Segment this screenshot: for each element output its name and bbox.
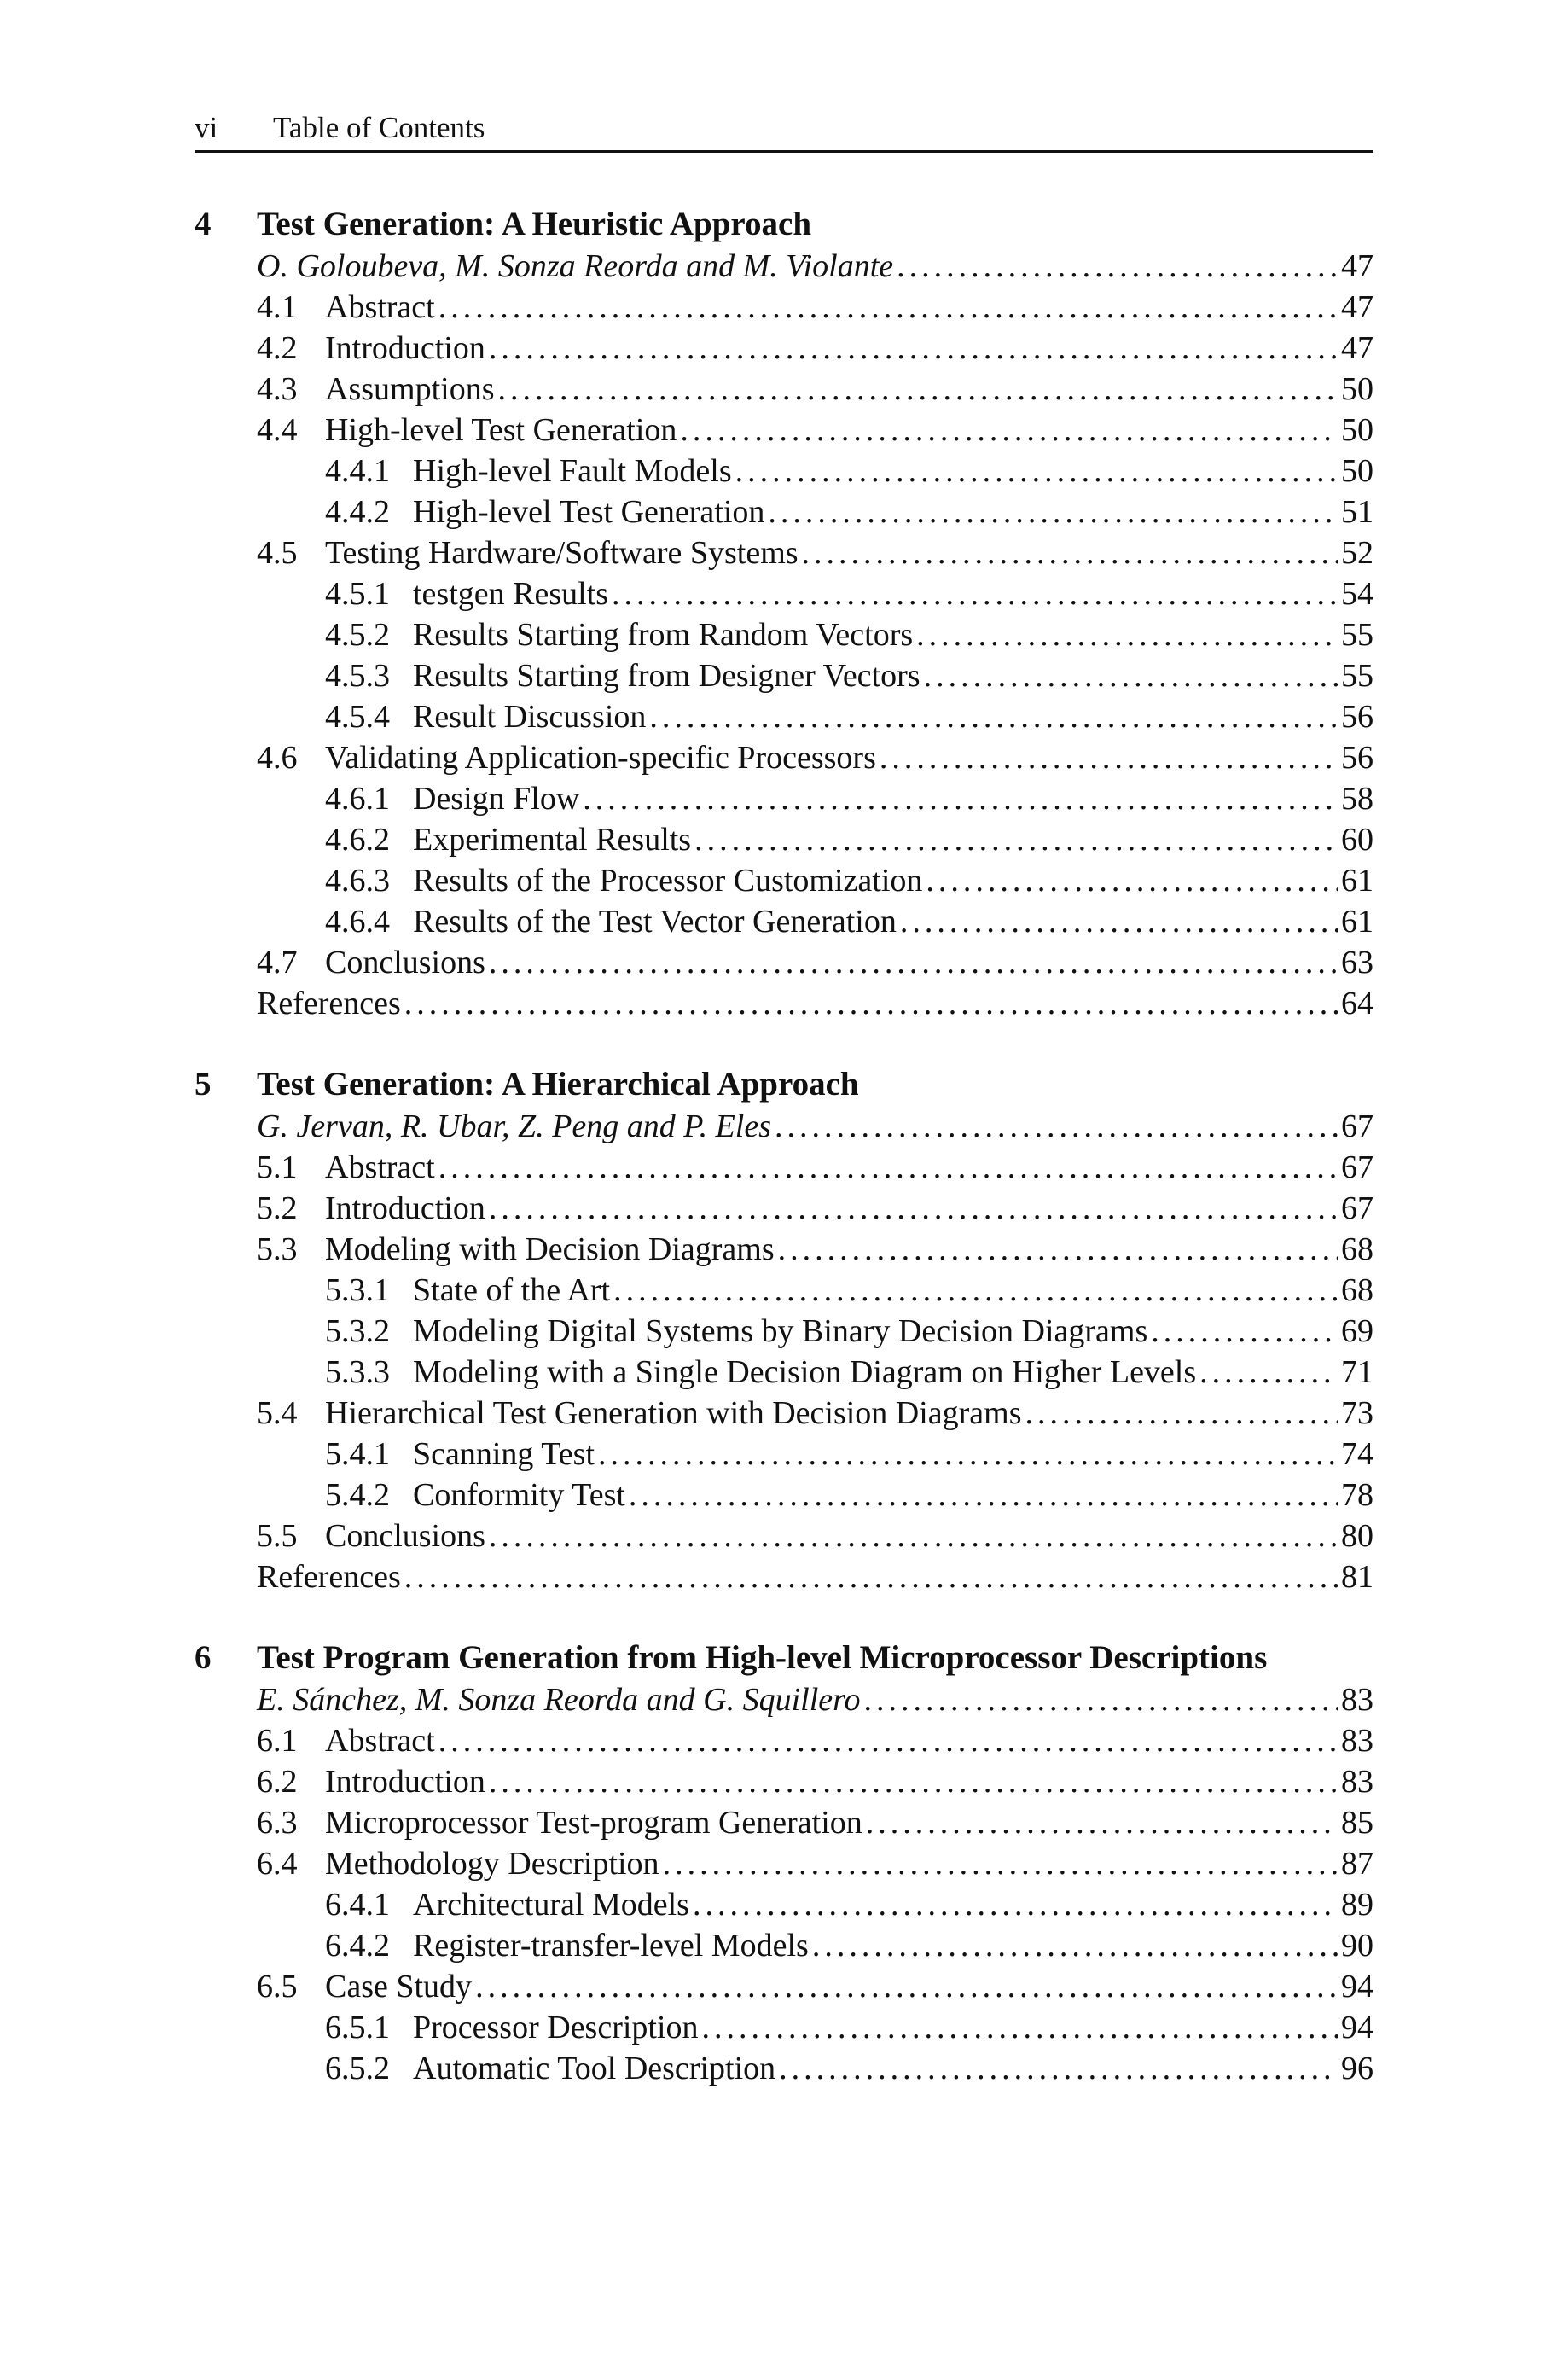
leader-dots <box>779 2048 1338 2089</box>
toc-entry[interactable] <box>195 410 1373 451</box>
section-number: 4.4.1 <box>325 453 390 489</box>
toc-entry[interactable] <box>195 1925 1373 1966</box>
toc-entry[interactable] <box>195 1802 1373 1843</box>
page-ref: 87 <box>1338 1843 1373 1884</box>
leader-dots <box>629 1475 1338 1516</box>
section-title: Results Starting from Designer Vectors <box>413 655 924 696</box>
page-ref: 63 <box>1338 942 1373 983</box>
page-ref: 81 <box>1338 1556 1373 1597</box>
toc-entry[interactable] <box>195 2007 1373 2048</box>
chapter-authors[interactable] <box>195 246 1373 287</box>
leader-dots <box>866 1802 1338 1843</box>
chapter-heading <box>195 1065 1373 1106</box>
page-ref: 50 <box>1338 410 1373 451</box>
section-number: 6.4 <box>257 1846 298 1882</box>
section-title: Testing Hardware/Software Systems <box>325 532 802 573</box>
page-ref: 61 <box>1338 901 1373 942</box>
page-ref: 56 <box>1338 737 1373 778</box>
chapter-number: 6 <box>195 1639 212 1676</box>
section-number: 4.6 <box>257 740 298 776</box>
section-title: Assumptions <box>325 369 497 410</box>
section-title: Methodology Description <box>325 1843 663 1884</box>
page-ref: 89 <box>1338 1884 1373 1925</box>
leader-dots <box>897 246 1338 287</box>
leader-dots <box>702 2007 1338 2048</box>
page-ref: 71 <box>1338 1352 1373 1393</box>
leader-dots <box>475 1966 1338 2007</box>
section-number: 6.2 <box>257 1764 298 1800</box>
section-number: 6.5 <box>257 1969 298 2004</box>
section-number: 5.3.2 <box>325 1313 390 1349</box>
section-number: 5.4 <box>257 1395 298 1431</box>
page-ref: 54 <box>1338 573 1373 614</box>
leader-dots <box>778 1229 1338 1270</box>
toc-entry[interactable] <box>195 287 1373 328</box>
chapter-title: Test Generation: A Hierarchical Approach <box>257 1066 859 1103</box>
section-title: Automatic Tool Description <box>413 2048 779 2089</box>
toc-entry[interactable] <box>195 2048 1373 2089</box>
page-ref: 47 <box>1338 287 1373 328</box>
leader-dots <box>926 860 1338 901</box>
leader-dots <box>735 451 1338 492</box>
toc-entry[interactable] <box>195 614 1373 655</box>
toc-entry[interactable] <box>195 860 1373 901</box>
table-of-contents <box>195 205 1373 2130</box>
page-ref: 47 <box>1338 246 1373 287</box>
page-ref: 67 <box>1338 1188 1373 1229</box>
page-ref: 90 <box>1338 1925 1373 1966</box>
leader-dots <box>598 1434 1338 1475</box>
section-title: Design Flow <box>413 778 583 819</box>
toc-entry[interactable] <box>195 1761 1373 1802</box>
section-title: Scanning Test <box>413 1434 598 1475</box>
leader-dots <box>680 410 1338 451</box>
page-ref: 83 <box>1338 1720 1373 1761</box>
page-ref: 68 <box>1338 1270 1373 1311</box>
toc-entry[interactable] <box>195 1884 1373 1925</box>
toc-entry[interactable] <box>195 573 1373 614</box>
page-ref: 69 <box>1338 1311 1373 1352</box>
leader-dots <box>489 942 1338 983</box>
chapter <box>195 205 1373 1024</box>
leader-dots <box>613 1270 1338 1311</box>
leader-dots <box>880 737 1338 778</box>
section-title: Experimental Results <box>413 819 694 860</box>
toc-entry[interactable] <box>195 1270 1373 1311</box>
section-title: Abstract <box>325 287 438 328</box>
chapter-authors[interactable] <box>195 1679 1373 1720</box>
section-number: 5.4.1 <box>325 1436 390 1472</box>
toc-entry[interactable] <box>195 942 1373 983</box>
toc-entry[interactable] <box>195 1188 1373 1229</box>
section-number: 4.6.4 <box>325 904 390 940</box>
leader-dots <box>438 287 1338 328</box>
leader-dots <box>583 778 1338 819</box>
page-ref: 51 <box>1338 492 1373 532</box>
page-ref: 73 <box>1338 1393 1373 1434</box>
section-number: 6.4.1 <box>325 1887 390 1923</box>
page-ref: 50 <box>1338 369 1373 410</box>
section-title: Microprocessor Test-program Generation <box>325 1802 866 1843</box>
section-title: Conformity Test <box>413 1475 629 1516</box>
section-title: Modeling Digital Systems by Binary Decision Diagrams <box>413 1311 1151 1352</box>
toc-entry[interactable] <box>195 1393 1373 1434</box>
leader-dots <box>775 1106 1338 1147</box>
page-ref: 47 <box>1338 328 1373 369</box>
toc-entry[interactable] <box>195 328 1373 369</box>
toc-entry[interactable] <box>195 655 1373 696</box>
section-number: 4.5.3 <box>325 658 390 694</box>
toc-entry[interactable] <box>195 451 1373 492</box>
toc-entry[interactable] <box>195 983 1373 1024</box>
section-number: 6.3 <box>257 1805 298 1841</box>
section-number: 4.6.2 <box>325 822 390 858</box>
section-number: 4.6.1 <box>325 781 390 817</box>
chapter-title: Test Program Generation from High-level Microprocessor Descriptions <box>257 1639 1268 1676</box>
leader-dots <box>438 1147 1338 1188</box>
toc-entry[interactable] <box>195 696 1373 737</box>
leader-dots <box>916 614 1338 655</box>
leader-dots <box>812 1925 1338 1966</box>
page-ref: 67 <box>1338 1106 1373 1147</box>
section-number: 4.5.4 <box>325 699 390 735</box>
page-ref: 83 <box>1338 1761 1373 1802</box>
chapter-number: 5 <box>195 1066 212 1103</box>
section-title: Case Study <box>325 1966 475 2007</box>
toc-entry[interactable] <box>195 1352 1373 1393</box>
chapter-heading <box>195 1638 1373 1679</box>
leader-dots <box>924 655 1338 696</box>
section-number: 5.3.1 <box>325 1272 390 1308</box>
page-number: vi <box>195 111 218 144</box>
leader-dots <box>802 532 1338 573</box>
section-number: 4.6.3 <box>325 863 390 899</box>
leader-dots <box>489 328 1338 369</box>
page-ref: 56 <box>1338 696 1373 737</box>
leader-dots <box>489 1761 1338 1802</box>
authors-text: O. Goloubeva, M. Sonza Reorda and M. Violante <box>257 246 897 287</box>
toc-entry[interactable] <box>195 1147 1373 1188</box>
page-ref: 96 <box>1338 2048 1373 2089</box>
page-ref: 78 <box>1338 1475 1373 1516</box>
section-number: 5.4.2 <box>325 1477 390 1513</box>
chapter <box>195 1065 1373 1597</box>
section-number: 4.4 <box>257 412 298 448</box>
leader-dots <box>693 1884 1338 1925</box>
leader-dots <box>1025 1393 1338 1434</box>
running-title: Table of Contents <box>273 111 485 144</box>
leader-dots <box>612 573 1338 614</box>
page-ref: 60 <box>1338 819 1373 860</box>
section-number: 4.7 <box>257 945 298 980</box>
section-number: 6.1 <box>257 1723 298 1759</box>
toc-entry[interactable] <box>195 1229 1373 1270</box>
toc-entry[interactable] <box>195 369 1373 410</box>
page-ref: 94 <box>1338 2007 1373 2048</box>
page-header <box>195 108 1373 153</box>
leader-dots <box>864 1679 1339 1720</box>
section-title: High-level Fault Models <box>413 451 735 492</box>
section-number: 6.5.1 <box>325 2010 390 2045</box>
section-title: Results Starting from Random Vectors <box>413 614 916 655</box>
section-title: References <box>257 983 404 1024</box>
page-ref: 52 <box>1338 532 1373 573</box>
chapter-heading <box>195 205 1373 246</box>
page-ref: 67 <box>1338 1147 1373 1188</box>
authors-text: G. Jervan, R. Ubar, Z. Peng and P. Eles <box>257 1106 775 1147</box>
leader-dots <box>497 369 1338 410</box>
section-title: Abstract <box>325 1720 438 1761</box>
section-title: Introduction <box>325 1188 489 1229</box>
leader-dots <box>1151 1311 1338 1352</box>
section-title: Introduction <box>325 328 489 369</box>
chapter-authors[interactable] <box>195 1106 1373 1147</box>
chapter-title: Test Generation: A Heuristic Approach <box>257 206 812 242</box>
section-title: Abstract <box>325 1147 438 1188</box>
toc-entry[interactable] <box>195 492 1373 532</box>
section-title: Modeling with Decision Diagrams <box>325 1229 778 1270</box>
toc-entry[interactable] <box>195 737 1373 778</box>
toc-entry[interactable] <box>195 901 1373 942</box>
section-number: 6.5.2 <box>325 2051 390 2086</box>
section-title: State of the Art <box>413 1270 613 1311</box>
section-title: Results of the Processor Customization <box>413 860 926 901</box>
section-title: References <box>257 1556 404 1597</box>
leader-dots <box>489 1188 1338 1229</box>
authors-text: E. Sánchez, M. Sonza Reorda and G. Squillero <box>257 1679 864 1720</box>
leader-dots <box>489 1516 1338 1556</box>
section-number: 5.3 <box>257 1231 298 1267</box>
page-ref: 50 <box>1338 451 1373 492</box>
section-number: 5.2 <box>257 1190 298 1226</box>
section-number: 6.4.2 <box>325 1928 390 1964</box>
section-title: High-level Test Generation <box>413 492 768 532</box>
section-number: 4.3 <box>257 371 298 407</box>
section-number: 5.3.3 <box>325 1354 390 1390</box>
toc-entry[interactable] <box>195 1720 1373 1761</box>
toc-entry[interactable] <box>195 778 1373 819</box>
section-title: Conclusions <box>325 942 489 983</box>
leader-dots <box>404 983 1338 1024</box>
page-ref: 85 <box>1338 1802 1373 1843</box>
toc-entry[interactable] <box>195 1516 1373 1556</box>
toc-entry[interactable] <box>195 532 1373 573</box>
section-number: 4.5.2 <box>325 617 390 653</box>
page-ref: 94 <box>1338 1966 1373 2007</box>
leader-dots <box>438 1720 1338 1761</box>
section-number: 5.1 <box>257 1149 298 1185</box>
section-title: Register-transfer-level Models <box>413 1925 812 1966</box>
page-ref: 55 <box>1338 614 1373 655</box>
page-ref: 80 <box>1338 1516 1373 1556</box>
leader-dots <box>900 901 1338 942</box>
section-number: 4.5.1 <box>325 576 390 612</box>
toc-entry[interactable] <box>195 1475 1373 1516</box>
section-title: Introduction <box>325 1761 489 1802</box>
section-number: 4.1 <box>257 289 298 325</box>
page-ref: 61 <box>1338 860 1373 901</box>
toc-entry[interactable] <box>195 819 1373 860</box>
section-title: Processor Description <box>413 2007 702 2048</box>
section-title: Conclusions <box>325 1516 489 1556</box>
section-title: Architectural Models <box>413 1884 693 1925</box>
page-ref: 55 <box>1338 655 1373 696</box>
leader-dots <box>1199 1352 1338 1393</box>
toc-entry[interactable] <box>195 1556 1373 1597</box>
section-number: 4.4.2 <box>325 494 390 530</box>
section-title: High-level Test Generation <box>325 410 680 451</box>
section-number: 4.2 <box>257 330 298 366</box>
toc-entry[interactable] <box>195 1966 1373 2007</box>
section-title: Results of the Test Vector Generation <box>413 901 900 942</box>
page-ref: 74 <box>1338 1434 1373 1475</box>
page-ref: 58 <box>1338 778 1373 819</box>
leader-dots <box>404 1556 1338 1597</box>
section-title: Result Discussion <box>413 696 649 737</box>
chapter <box>195 1638 1373 2089</box>
leader-dots <box>663 1843 1338 1884</box>
leader-dots <box>649 696 1338 737</box>
toc-entry[interactable] <box>195 1311 1373 1352</box>
page-ref: 68 <box>1338 1229 1373 1270</box>
section-title: Validating Application-specific Processors <box>325 737 880 778</box>
section-number: 4.5 <box>257 535 298 571</box>
section-number: 5.5 <box>257 1518 298 1554</box>
page-ref: 83 <box>1338 1679 1373 1720</box>
section-title: Hierarchical Test Generation with Decision Diagrams <box>325 1393 1025 1434</box>
section-title: testgen Results <box>413 573 612 614</box>
leader-dots <box>768 492 1338 532</box>
leader-dots <box>694 819 1338 860</box>
toc-entry[interactable] <box>195 1434 1373 1475</box>
toc-entry[interactable] <box>195 1843 1373 1884</box>
page-ref: 64 <box>1338 983 1373 1024</box>
chapter-number: 4 <box>195 206 212 242</box>
section-title: Modeling with a Single Decision Diagram on Higher Levels <box>413 1352 1199 1393</box>
